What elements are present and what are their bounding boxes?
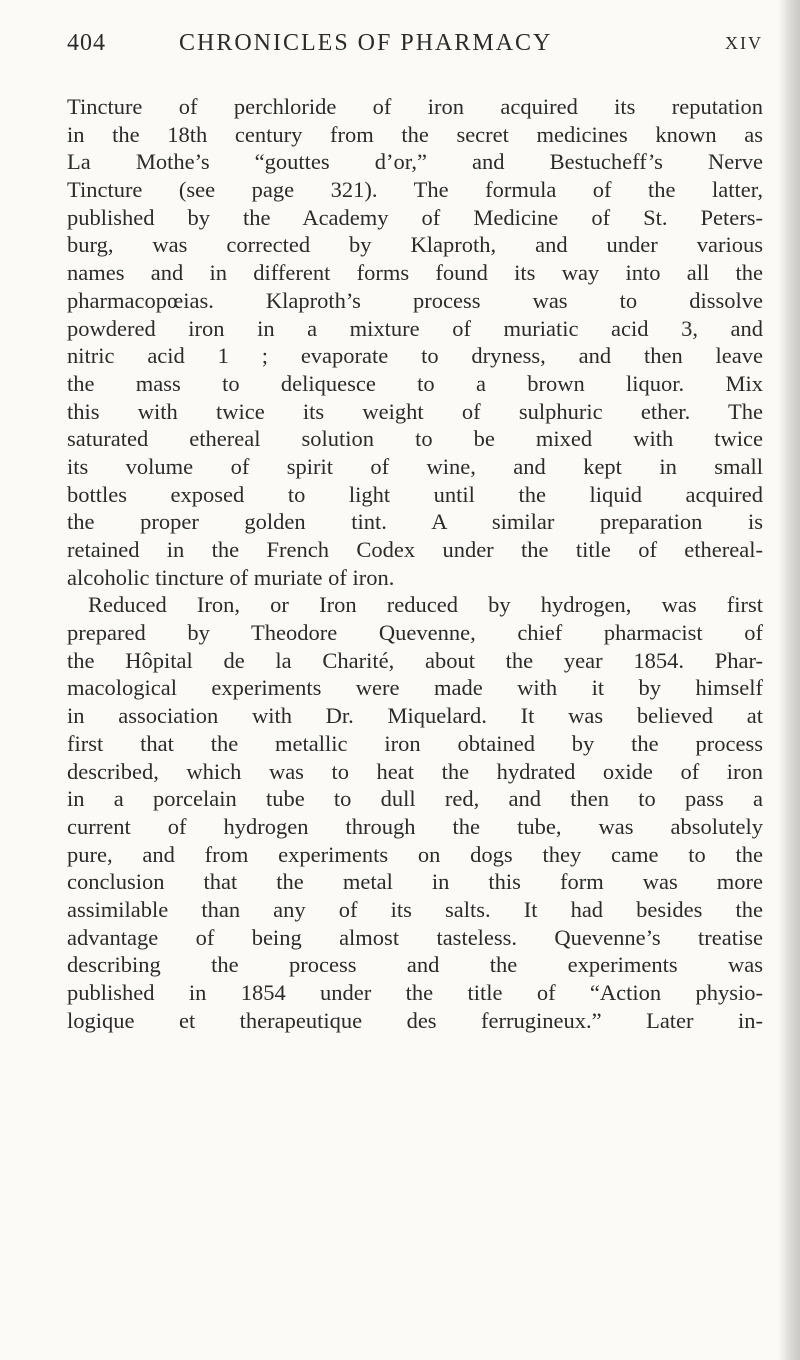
text-line: Reduced Iron, or Iron reduced by hydrogen, was first bbox=[88, 592, 763, 618]
running-title: CHRONICLES OF PHARMACY bbox=[179, 30, 553, 56]
text-line: retained in the French Codex under the title of ethereal- bbox=[67, 537, 763, 562]
text-line: pharmacopœias. Klaproth’s process was to dissolve bbox=[67, 287, 763, 313]
text-line: in the 18th century from the secret medicines known as bbox=[67, 121, 763, 147]
text-line: in a porcelain tube to dull red, and then to pass a bbox=[67, 786, 763, 812]
text-line: pure, and from experiments on dogs they came to the bbox=[67, 841, 763, 867]
text-line: this with twice its weight of sulphuric ether. The bbox=[67, 398, 763, 424]
page-edge-shadow bbox=[778, 0, 800, 1360]
text-line: conclusion that the metal in this form was more bbox=[67, 869, 763, 895]
text-line: La Mothe’s “gouttes d’or,” and Bestucheff’s Nerve bbox=[67, 149, 763, 175]
text-line: burg, was corrected by Klaproth, and under various bbox=[67, 232, 763, 258]
text-line: logique et therapeutique des ferrugineux.” Later in- bbox=[67, 1007, 763, 1033]
text-line: current of hydrogen through the tube, was absolutely bbox=[67, 813, 763, 839]
text-line: macological experiments were made with it by himself bbox=[67, 675, 763, 701]
page-number: 404 bbox=[67, 30, 106, 56]
text-line: described, which was to heat the hydrated oxide of iron bbox=[67, 758, 763, 784]
text-line: published in 1854 under the title of “Action physio- bbox=[67, 980, 763, 1005]
text-line: published by the Academy of Medicine of St. Peters- bbox=[67, 204, 763, 230]
text-line: prepared by Theodore Quevenne, chief pharmacist of bbox=[67, 620, 763, 646]
text-line: describing the process and the experiments was bbox=[67, 952, 763, 978]
text-line: first that the metallic iron obtained by the process bbox=[67, 730, 763, 756]
text-line: powdered iron in a mixture of muriatic acid 3, and bbox=[67, 315, 763, 341]
text-line: the Hôpital de la Charité, about the year 1854. Phar- bbox=[67, 647, 763, 673]
text-line: alcoholic tincture of muriate of iron. bbox=[67, 564, 395, 590]
text-line: assimilable than any of its salts. It had besides the bbox=[67, 896, 763, 922]
text-line: saturated ethereal solution to be mixed with twice bbox=[67, 426, 763, 452]
chapter-number: XIV bbox=[725, 33, 763, 53]
text-line: the proper golden tint. A similar preparation is bbox=[67, 509, 763, 535]
text-line: nitric acid 1 ; evaporate to dryness, and then leave bbox=[67, 343, 763, 369]
text-line: Tincture (see page 321). The formula of the latter, bbox=[67, 177, 763, 203]
running-header bbox=[67, 30, 763, 64]
text-line: the mass to deliquesce to a brown liquor. Mix bbox=[67, 370, 763, 396]
text-line: Tincture of perchloride of iron acquired its reputation bbox=[67, 94, 763, 119]
text-line: bottles exposed to light until the liquid acquired bbox=[67, 481, 763, 507]
text-line: advantage of being almost tasteless. Quevenne’s treatise bbox=[67, 924, 763, 950]
text-line: in association with Dr. Miquelard. It was believed at bbox=[67, 703, 763, 729]
body-text bbox=[67, 93, 763, 1034]
text-line: names and in different forms found its way into all the bbox=[67, 260, 763, 286]
text-line: its volume of spirit of wine, and kept in small bbox=[67, 453, 763, 479]
